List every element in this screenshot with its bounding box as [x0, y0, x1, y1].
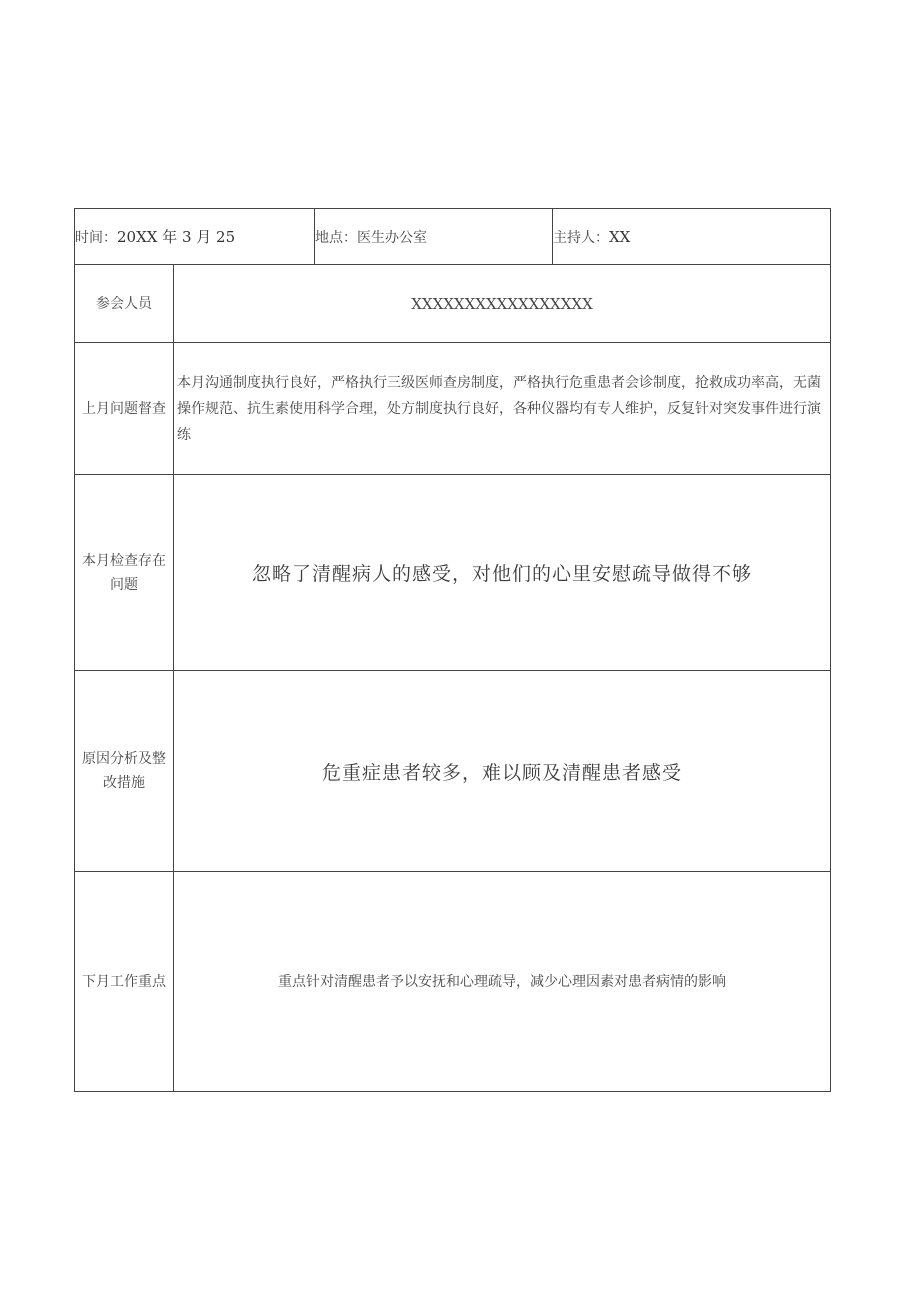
header-row	[75, 209, 830, 265]
current-issues-text: 忽略了清醒病人的感受，对他们的心里安慰疏导做得不够	[251, 563, 752, 585]
location-label: 地点：	[315, 229, 357, 246]
cause-analysis-row	[75, 671, 830, 872]
attendees-label-text: 参会人员	[96, 295, 152, 312]
cause-analysis-content	[174, 671, 830, 871]
current-issues-label	[75, 475, 173, 670]
attendees-label	[75, 265, 173, 342]
cause-analysis-text: 危重症患者较多，难以顾及清醒患者感受	[321, 761, 682, 784]
location-value: 医生办公室	[357, 229, 427, 246]
attendees-value: XXXXXXXXXXXXXXXXX	[411, 294, 593, 313]
next-month-focus-label	[75, 872, 173, 1091]
next-month-focus-content	[174, 872, 830, 1091]
last-month-review-label-text: 上月问题督查	[82, 400, 166, 417]
meeting-record-table	[74, 208, 831, 1092]
last-month-review-row	[75, 343, 830, 475]
attendees-row	[75, 265, 830, 343]
current-issues-label-line1: 本月检查存在	[82, 552, 166, 569]
next-month-focus-row	[75, 872, 830, 1091]
cause-analysis-label-line1: 原因分析及整	[82, 751, 166, 767]
location-cell	[315, 209, 552, 264]
last-month-review-label	[75, 343, 173, 474]
next-month-focus-label-text: 下月工作重点	[82, 973, 166, 990]
current-issues-row	[75, 475, 830, 671]
current-issues-content	[174, 475, 830, 670]
last-month-review-content	[174, 343, 830, 474]
current-issues-label-line2: 问题	[110, 576, 138, 593]
time-value: 20XX 年 3 月 25	[117, 228, 236, 246]
attendees-content	[174, 265, 830, 342]
host-value: XX	[609, 227, 631, 246]
host-cell	[553, 209, 830, 264]
next-month-focus-text: 重点针对清醒患者予以安抚和心理疏导，减少心理因素对患者病情的影响	[278, 973, 726, 990]
cause-analysis-label-line2: 改措施	[103, 775, 145, 791]
host-label: 主持人：	[553, 229, 609, 246]
time-cell	[75, 209, 314, 264]
cause-analysis-label	[75, 671, 173, 871]
last-month-review-text: 本月沟通制度执行良好，严格执行三级医师查房制度，严格执行危重患者会诊制度，抢救成功率高，无菌操作规范、抗生素使用科学合理，处方制度执行良好，各种仪器均有专人维护，反复针对突发事件进行演练	[177, 374, 821, 443]
time-label: 时间：	[75, 229, 117, 246]
